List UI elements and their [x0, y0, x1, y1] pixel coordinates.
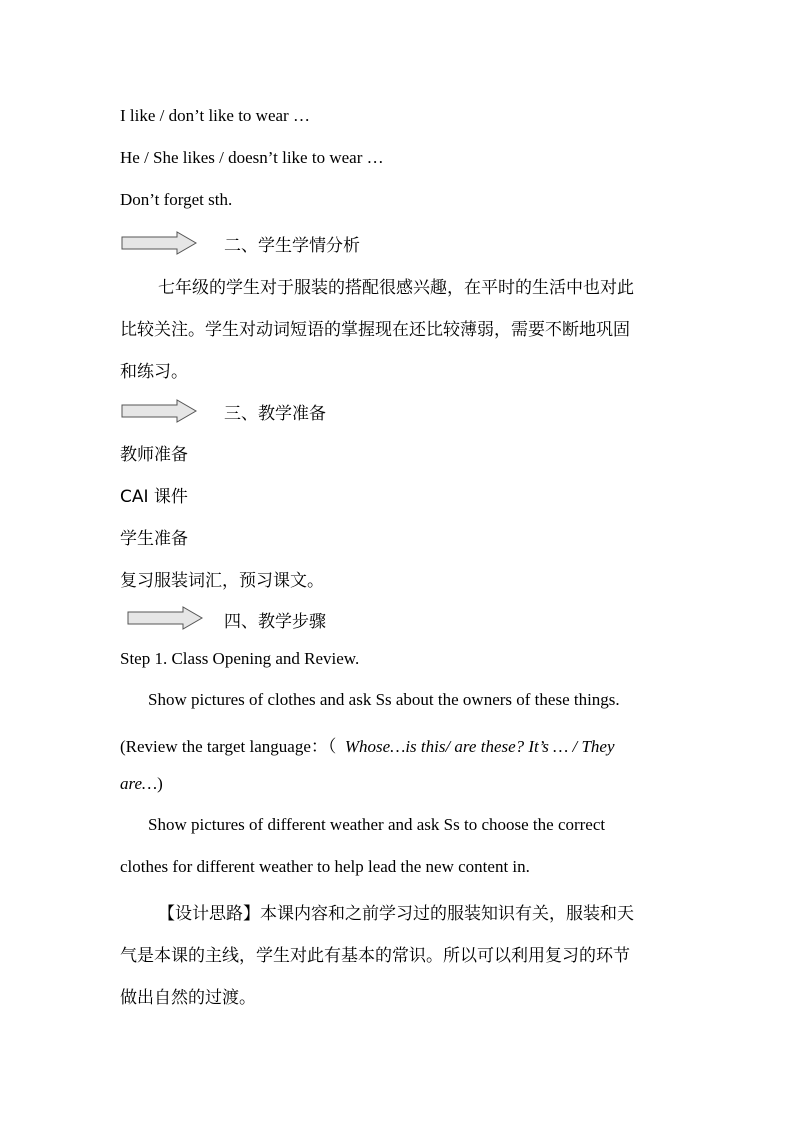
close-paren: ) — [157, 774, 163, 793]
design-note-line-2: 气是本课的主线，学生对此有基本的常识。所以可以利用复习的环节 — [120, 946, 630, 966]
step-1-para-1: Show pictures of clothes and ask Ss about the owners of these things. — [148, 690, 620, 709]
step-1-para-5: clothes for different weather to help lead the new content in. — [120, 857, 530, 876]
section-3-heading: 三、教学准备 — [224, 404, 326, 424]
review-lead: (Review the target language：（ — [120, 737, 337, 756]
prep-item-review: 复习服装词汇，预习课文。 — [120, 571, 324, 591]
arrow-icon — [121, 399, 197, 423]
target-language: Whose…is this/ are these? It’s … / They — [344, 737, 615, 756]
pattern-line-1: I like / don’t like to wear … — [120, 106, 310, 125]
arrow-icon — [127, 606, 203, 630]
section-4-heading: 四、教学步骤 — [224, 612, 326, 632]
pattern-line-2: He / She likes / doesn’t like to wear … — [120, 148, 384, 167]
arrow-icon — [121, 231, 197, 255]
target-language-end: are… — [120, 774, 158, 793]
step-1-title: Step 1. Class Opening and Review. — [120, 649, 360, 668]
step-1-para-3 — [120, 774, 163, 794]
section-2-para-line-3: 和练习。 — [120, 362, 188, 382]
prep-item-student: 学生准备 — [120, 529, 188, 549]
prep-item-cai: CAI 课件 — [120, 487, 188, 507]
design-note-line-3: 做出自然的过渡。 — [120, 988, 256, 1008]
design-note-line-1: 【设计思路】本课内容和之前学习过的服装知识有关，服装和天 — [158, 904, 634, 924]
section-2-heading: 二、学生学情分析 — [224, 236, 360, 256]
section-2-para-line-1: 七年级的学生对于服装的搭配很感兴趣，在平时的生活中也对此 — [158, 278, 634, 298]
prep-item-teacher: 教师准备 — [120, 445, 188, 465]
section-2-para-line-2: 比较关注。学生对动词短语的掌握现在还比较薄弱，需要不断地巩固 — [120, 320, 630, 340]
step-1-para-4: Show pictures of different weather and ask Ss to choose the correct — [148, 815, 606, 834]
pattern-line-3: Don’t forget sth. — [120, 190, 233, 209]
step-1-para-2 — [120, 732, 615, 757]
